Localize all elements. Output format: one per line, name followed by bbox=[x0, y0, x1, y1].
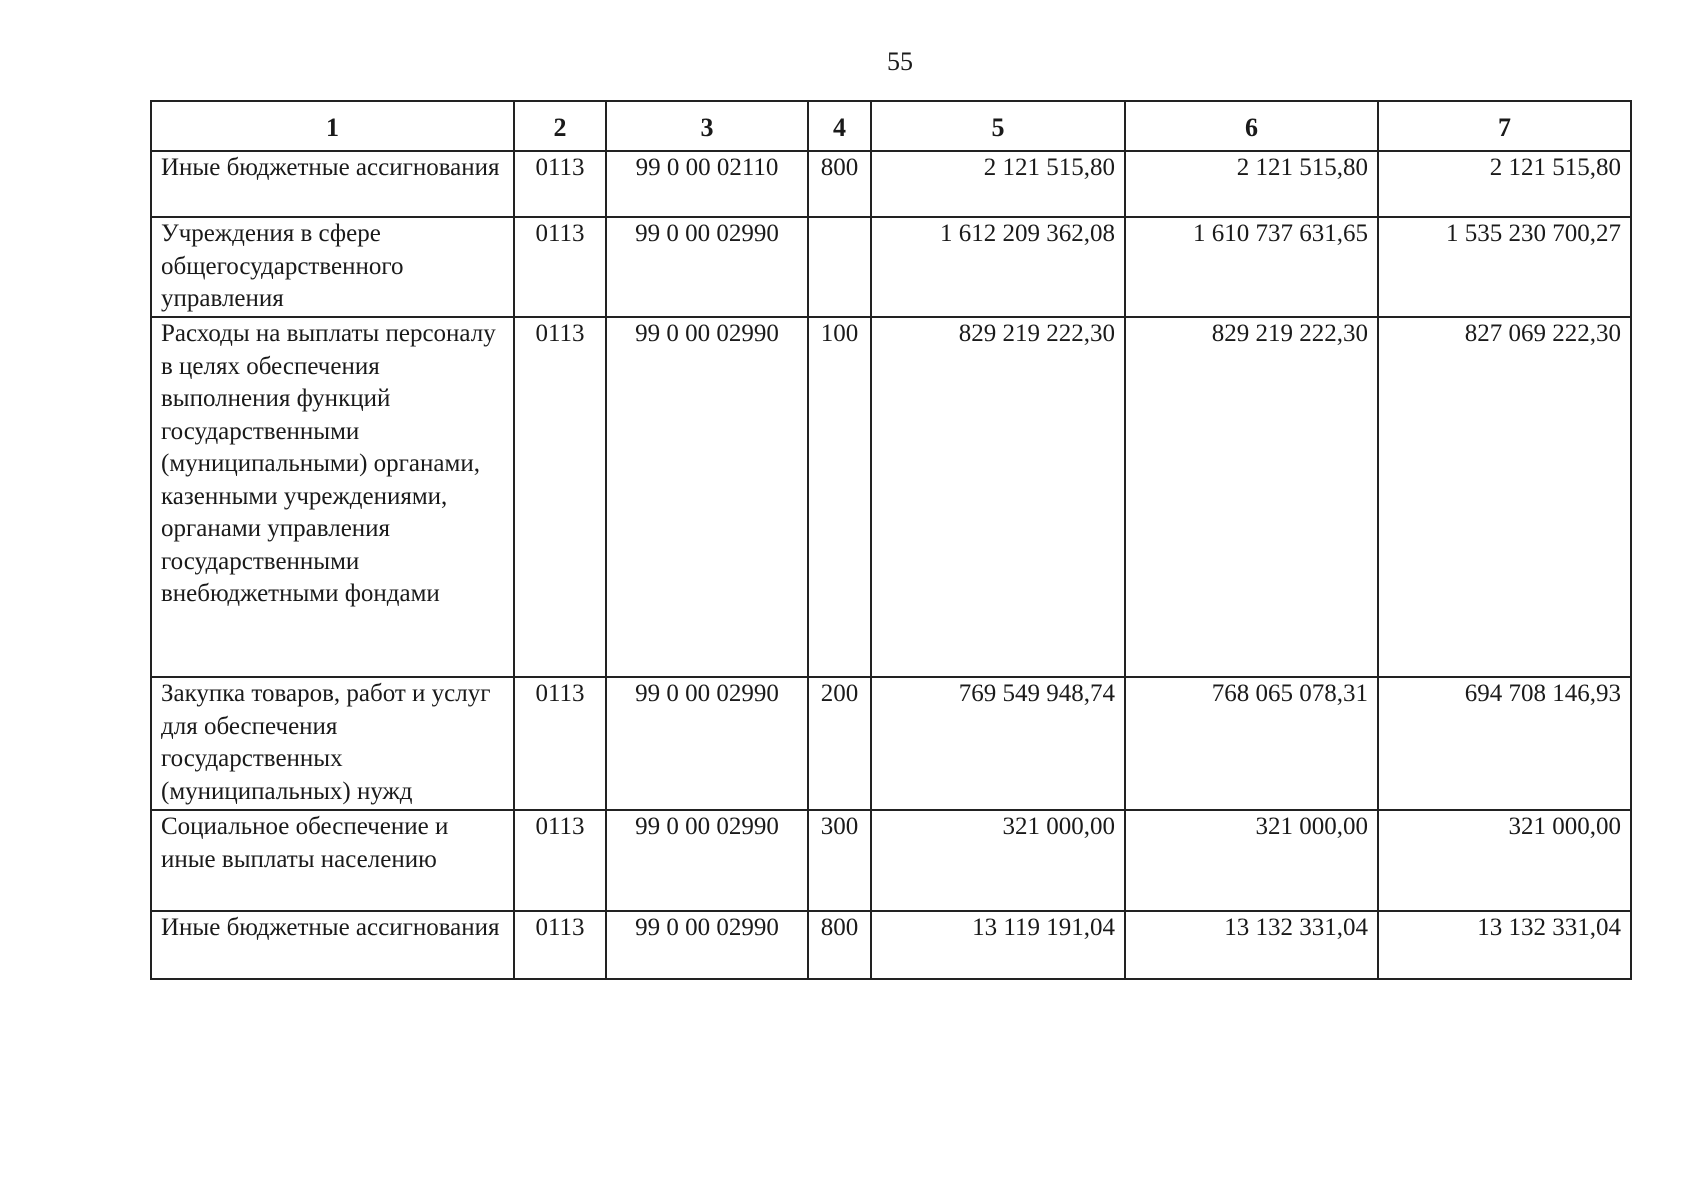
row-target: 99 0 00 02990 bbox=[606, 911, 808, 979]
row-name: Учреждения в сфере общегосударственного управления bbox=[151, 217, 514, 317]
row-value-col6: 829 219 222,30 bbox=[1125, 317, 1378, 677]
row-section: 0113 bbox=[514, 151, 606, 217]
row-target: 99 0 00 02990 bbox=[606, 217, 808, 317]
header-col-7: 7 bbox=[1378, 101, 1631, 151]
row-name: Закупка товаров, работ и услуг для обеспечения государственных (муниципальных) нужд bbox=[151, 677, 514, 810]
table-row bbox=[151, 317, 1631, 677]
page-number: 55 bbox=[887, 47, 913, 76]
row-value-col6: 321 000,00 bbox=[1125, 810, 1378, 911]
row-name: Социальное обеспечение и иные выплаты населению bbox=[151, 810, 514, 911]
row-value-col6: 768 065 078,31 bbox=[1125, 677, 1378, 810]
table-row bbox=[151, 677, 1631, 810]
row-type: 200 bbox=[808, 677, 871, 810]
row-value-col5: 769 549 948,74 bbox=[871, 677, 1125, 810]
row-value-col7: 1 535 230 700,27 bbox=[1378, 217, 1631, 317]
table-row bbox=[151, 911, 1631, 979]
row-name: Иные бюджетные ассигнования bbox=[151, 151, 514, 217]
row-value-col7: 13 132 331,04 bbox=[1378, 911, 1631, 979]
row-value-col6: 2 121 515,80 bbox=[1125, 151, 1378, 217]
row-type: 100 bbox=[808, 317, 871, 677]
header-col-5: 5 bbox=[871, 101, 1125, 151]
row-name: Иные бюджетные ассигнования bbox=[151, 911, 514, 979]
row-value-col5: 829 219 222,30 bbox=[871, 317, 1125, 677]
row-value-col5: 321 000,00 bbox=[871, 810, 1125, 911]
row-value-col6: 13 132 331,04 bbox=[1125, 911, 1378, 979]
row-value-col6: 1 610 737 631,65 bbox=[1125, 217, 1378, 317]
table-row bbox=[151, 151, 1631, 217]
budget-table bbox=[150, 100, 1632, 980]
row-type: 800 bbox=[808, 151, 871, 217]
row-section: 0113 bbox=[514, 677, 606, 810]
row-section: 0113 bbox=[514, 810, 606, 911]
row-target: 99 0 00 02110 bbox=[606, 151, 808, 217]
row-value-col5: 2 121 515,80 bbox=[871, 151, 1125, 217]
row-value-col7: 2 121 515,80 bbox=[1378, 151, 1631, 217]
row-type: 800 bbox=[808, 911, 871, 979]
row-section: 0113 bbox=[514, 911, 606, 979]
row-type: 300 bbox=[808, 810, 871, 911]
header-col-6: 6 bbox=[1125, 101, 1378, 151]
header-row bbox=[151, 101, 1631, 151]
row-value-col7: 321 000,00 bbox=[1378, 810, 1631, 911]
row-type bbox=[808, 217, 871, 317]
table-row bbox=[151, 217, 1631, 317]
table-row bbox=[151, 810, 1631, 911]
row-value-col7: 827 069 222,30 bbox=[1378, 317, 1631, 677]
row-name: Расходы на выплаты персоналу в целях обеспечения выполнения функций государственными (муниципальными) органами, казенными учреждениями, органами управления государственными внебюджетными фондами bbox=[151, 317, 514, 677]
header-col-4: 4 bbox=[808, 101, 871, 151]
row-section: 0113 bbox=[514, 317, 606, 677]
row-target: 99 0 00 02990 bbox=[606, 677, 808, 810]
header-col-1: 1 bbox=[151, 101, 514, 151]
row-target: 99 0 00 02990 bbox=[606, 810, 808, 911]
row-value-col5: 1 612 209 362,08 bbox=[871, 217, 1125, 317]
header-col-3: 3 bbox=[606, 101, 808, 151]
row-value-col7: 694 708 146,93 bbox=[1378, 677, 1631, 810]
row-section: 0113 bbox=[514, 217, 606, 317]
row-value-col5: 13 119 191,04 bbox=[871, 911, 1125, 979]
header-col-2: 2 bbox=[514, 101, 606, 151]
row-target: 99 0 00 02990 bbox=[606, 317, 808, 677]
